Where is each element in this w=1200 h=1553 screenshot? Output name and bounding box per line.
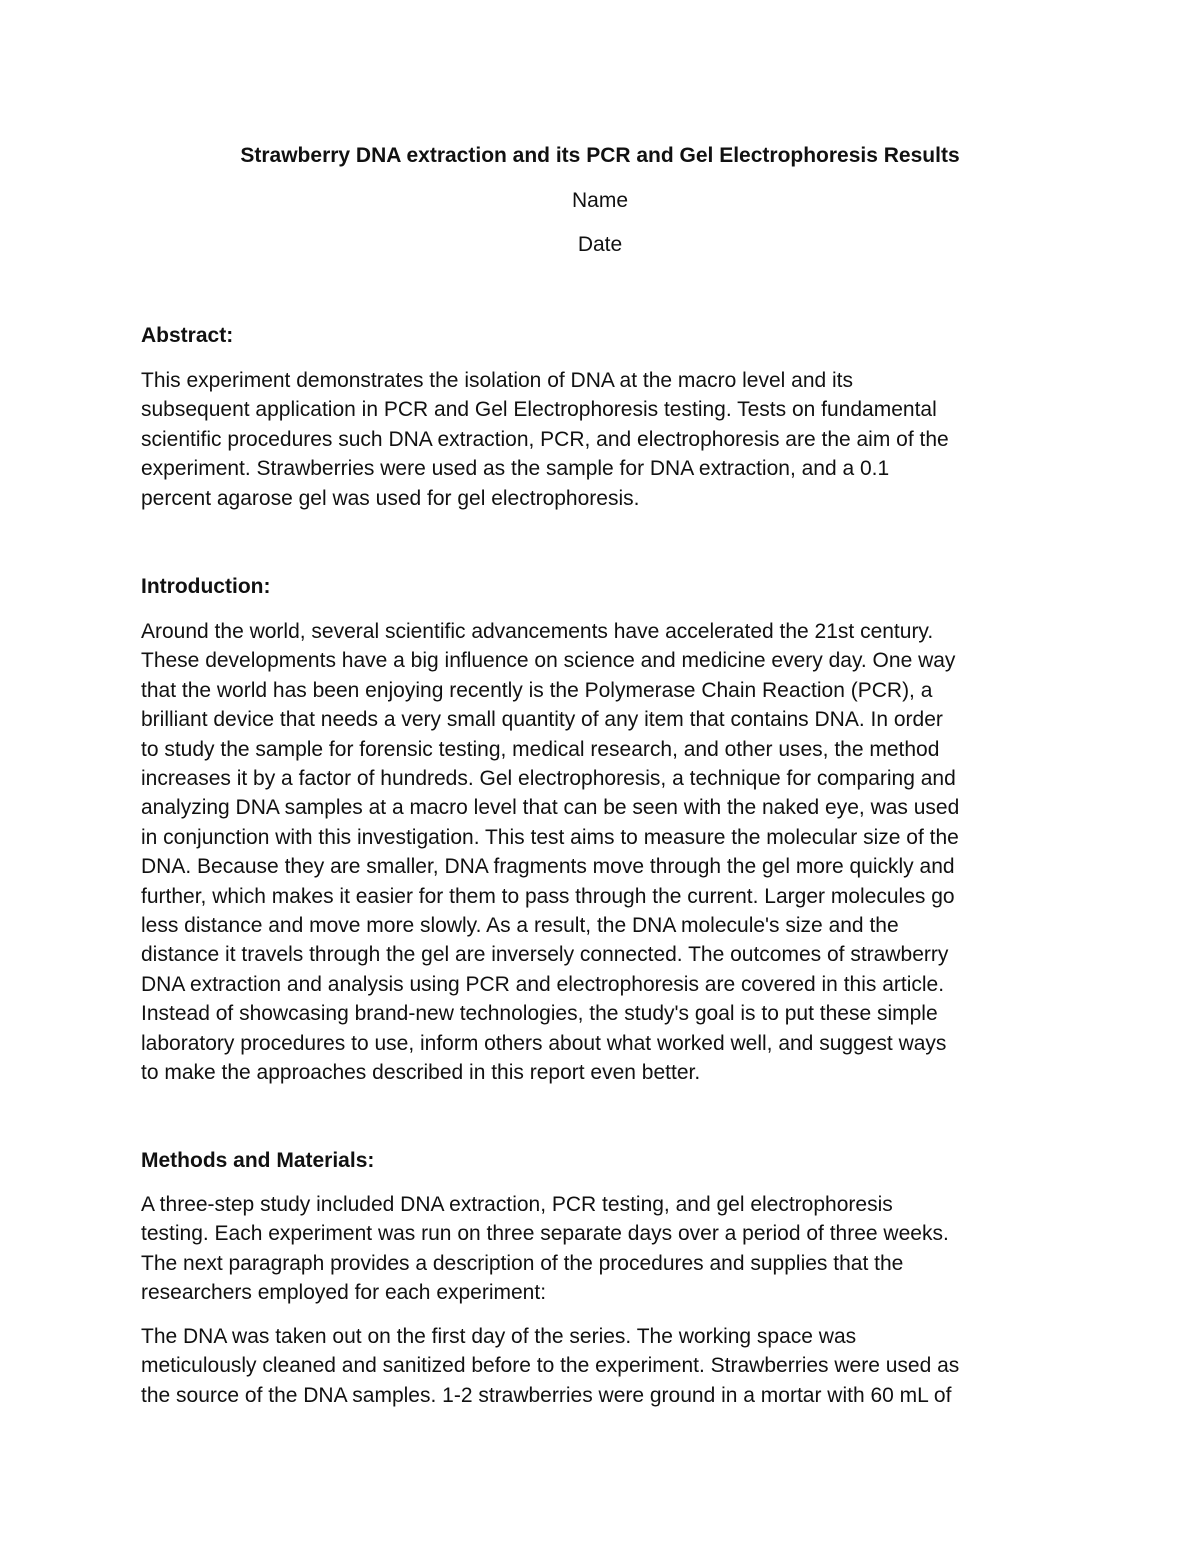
introduction-line: Instead of showcasing brand-new technologies, the study's goal is to put these simple	[141, 1002, 938, 1026]
introduction-line: less distance and move more slowly. As a result, the DNA molecule's size and the	[141, 914, 899, 938]
abstract-line: subsequent application in PCR and Gel Electrophoresis testing. Tests on fundamental	[141, 398, 937, 422]
methods-line: The DNA was taken out on the first day of the series. The working space was	[141, 1325, 857, 1348]
abstract-line: percent agarose gel was used for gel electrophoresis.	[141, 486, 640, 510]
introduction-line: analyzing DNA samples at a macro level that can be seen with the naked eye, was used	[141, 796, 960, 820]
introduction-line: to study the sample for forensic testing, medical research, and other uses, the method	[141, 737, 940, 761]
introduction-line: DNA. Because they are smaller, DNA fragments move through the gel more quickly and	[141, 855, 955, 879]
introduction-line: laboratory procedures to use, inform others about what worked well, and suggest ways	[141, 1031, 947, 1055]
methods-line: researchers employed for each experiment:	[141, 1281, 547, 1305]
document-title: Strawberry DNA extraction and its PCR and Gel Electrophoresis Results	[240, 144, 960, 167]
methods-heading: Methods and Materials:	[141, 1149, 375, 1172]
methods-line: the source of the DNA samples. 1-2 strawberries were ground in a mortar with 60 mL of	[141, 1383, 952, 1407]
abstract-paragraph	[141, 366, 1066, 513]
methods-line: meticulously cleaned and sanitized before to the experiment. Strawberries were used as	[141, 1354, 960, 1378]
introduction-line: further, which makes it easier for them to pass through the current. Larger molecules go	[141, 884, 955, 908]
methods-line: A three-step study included DNA extraction, PCR testing, and gel electrophoresis	[141, 1193, 893, 1216]
introduction-line: in conjunction with this investigation. This test aims to measure the molecular size of the	[141, 825, 959, 849]
methods-line: testing. Each experiment was run on three separate days over a period of three weeks.	[141, 1222, 949, 1246]
document-date: Date	[577, 233, 623, 256]
introduction-heading: Introduction:	[141, 575, 271, 598]
introduction-line: Around the world, several scientific advancements have accelerated the 21st century.	[141, 620, 934, 643]
introduction-line: increases it by a factor of hundreds. Gel electrophoresis, a technique for comparing and	[141, 767, 956, 791]
introduction-line: brilliant device that needs a very small quantity of any item that contains DNA. In order	[141, 708, 943, 732]
introduction-line: These developments have a big influence on science and medicine every day. One way	[141, 649, 956, 673]
methods-paragraph-1	[141, 1190, 1066, 1308]
introduction-line: DNA extraction and analysis using PCR and electrophoresis are covered in this article.	[141, 972, 945, 996]
methods-line: The next paragraph provides a description of the procedures and supplies that the	[141, 1251, 904, 1275]
introduction-line: to make the approaches described in this report even better.	[141, 1061, 701, 1085]
methods-paragraph-2	[141, 1322, 1066, 1410]
introduction-line: distance it travels through the gel are inversely connected. The outcomes of strawberry	[141, 943, 949, 967]
author-name: Name	[571, 189, 629, 212]
introduction-paragraph	[141, 617, 1066, 1088]
abstract-heading: Abstract:	[141, 324, 234, 347]
abstract-line: scientific procedures such DNA extraction, PCR, and electrophoresis are the aim of the	[141, 427, 949, 451]
introduction-line: that the world has been enjoying recently is the Polymerase Chain Reaction (PCR), a	[141, 678, 933, 702]
abstract-line: This experiment demonstrates the isolation of DNA at the macro level and its	[141, 369, 854, 392]
abstract-line: experiment. Strawberries were used as the sample for DNA extraction, and a 0.1	[141, 457, 890, 481]
